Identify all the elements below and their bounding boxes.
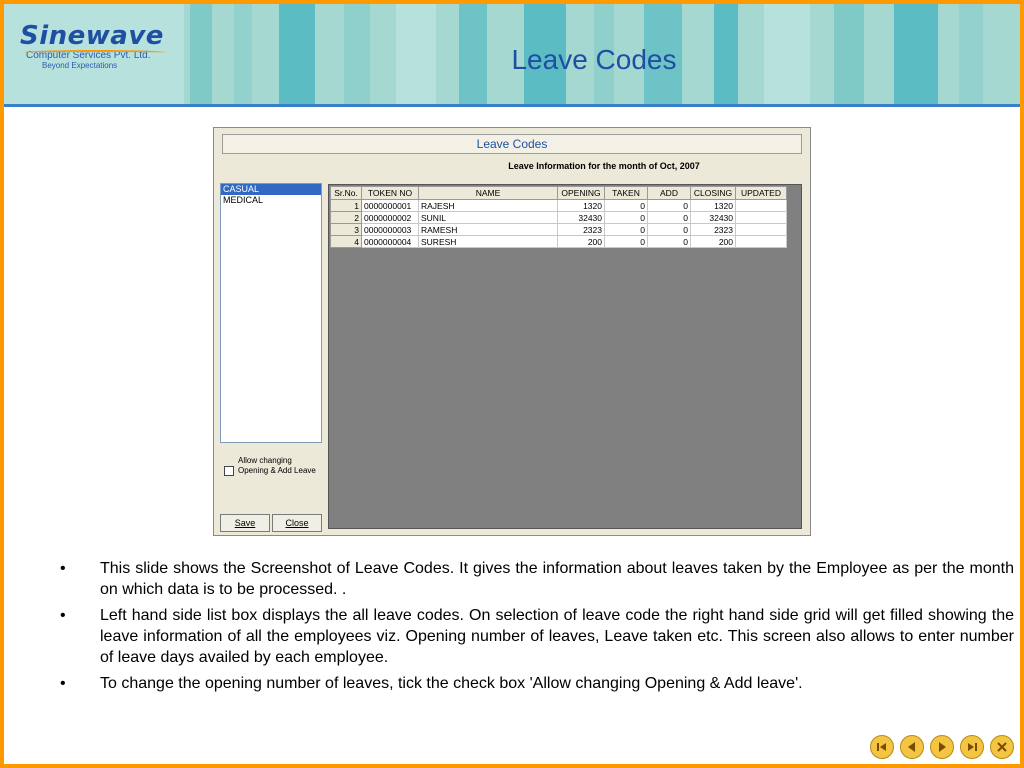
slide-frame-left (0, 0, 4, 768)
cell-add[interactable]: 0 (648, 200, 691, 212)
col-header-opening: OPENING (558, 187, 605, 200)
bullet-item (60, 605, 1014, 668)
slide-frame-right (1020, 0, 1024, 768)
first-slide-icon[interactable] (870, 735, 894, 759)
cell-name[interactable]: SUNIL (419, 212, 558, 224)
cell-opening[interactable]: 2323 (558, 224, 605, 236)
bullet-dot: • (60, 675, 66, 692)
sinewave-logo (20, 22, 170, 82)
cell-closing[interactable]: 32430 (691, 212, 736, 224)
cell-closing[interactable]: 2323 (691, 224, 736, 236)
slide-bullets (60, 558, 1014, 699)
cell-token[interactable]: 0000000004 (362, 236, 419, 248)
cell-token[interactable]: 0000000002 (362, 212, 419, 224)
leave-codes-window (213, 127, 811, 536)
cell-token[interactable]: 0000000003 (362, 224, 419, 236)
allow-changing-label: Allow changing Opening & Add Leave (238, 456, 316, 475)
close-button[interactable]: Close (272, 514, 322, 532)
save-button[interactable]: Save (220, 514, 270, 532)
logo-tagline: Beyond Expectations (42, 61, 118, 70)
cell-add[interactable]: 0 (648, 224, 691, 236)
cell-srno: 4 (331, 236, 362, 248)
leave-code-item-casual[interactable]: CASUAL (221, 184, 321, 195)
grid-header-row (331, 187, 787, 200)
leave-grid[interactable] (328, 184, 802, 529)
slide-frame-bottom (0, 764, 1024, 768)
cell-srno: 2 (331, 212, 362, 224)
cell-opening[interactable]: 32430 (558, 212, 605, 224)
cell-updated[interactable] (736, 224, 787, 236)
table-row[interactable] (331, 212, 787, 224)
cell-updated[interactable] (736, 212, 787, 224)
cell-token[interactable]: 0000000001 (362, 200, 419, 212)
previous-slide-icon[interactable] (900, 735, 924, 759)
col-header-name: NAME (419, 187, 558, 200)
header-divider (4, 104, 1020, 107)
cell-updated[interactable] (736, 236, 787, 248)
col-header-updated: UPDATED (736, 187, 787, 200)
cell-taken[interactable]: 0 (605, 212, 648, 224)
col-header-add: ADD (648, 187, 691, 200)
col-header-taken: TAKEN (605, 187, 648, 200)
bullet-dot: • (60, 560, 66, 577)
bullet-text: To change the opening number of leaves, tick the check box 'Allow changing Opening & Add leave'. (100, 675, 803, 692)
cell-name[interactable]: SURESH (419, 236, 558, 248)
leave-info-label: Leave Information for the month of Oct, 2007 (508, 161, 700, 171)
cell-srno: 1 (331, 200, 362, 212)
bullet-dot: • (60, 607, 66, 624)
cell-name[interactable]: RAJESH (419, 200, 558, 212)
cell-taken[interactable]: 0 (605, 224, 648, 236)
cell-updated[interactable] (736, 200, 787, 212)
bullet-item (60, 673, 1014, 694)
window-title: Leave Codes (222, 134, 802, 154)
col-header-srno: Sr.No. (331, 187, 362, 200)
cell-taken[interactable]: 0 (605, 236, 648, 248)
table-row[interactable] (331, 200, 787, 212)
col-header-token: TOKEN NO (362, 187, 419, 200)
cell-closing[interactable]: 200 (691, 236, 736, 248)
leave-code-list[interactable] (220, 183, 322, 443)
table-row[interactable] (331, 224, 787, 236)
leave-code-item-medical[interactable]: MEDICAL (223, 195, 264, 205)
col-header-closing: CLOSING (691, 187, 736, 200)
cell-srno: 3 (331, 224, 362, 236)
bullet-text: Left hand side list box displays the all leave codes. On selection of leave code the right hand side grid will get filled showing the leave information of all the employees viz. Opening number of leaves, Leave taken etc. This screen also allows to enter number of leave days availed by each employee. (100, 607, 1014, 666)
leave-grid-table (330, 186, 787, 248)
cell-opening[interactable]: 200 (558, 236, 605, 248)
allow-changing-option (222, 454, 322, 494)
cell-name[interactable]: RAMESH (419, 224, 558, 236)
logo-company: Computer Services Pvt. Ltd. (26, 50, 151, 61)
allow-changing-checkbox[interactable] (224, 466, 234, 476)
cell-taken[interactable]: 0 (605, 200, 648, 212)
close-icon[interactable] (990, 735, 1014, 759)
last-slide-icon[interactable] (960, 735, 984, 759)
slide-header (4, 4, 1020, 104)
bullet-item (60, 558, 1014, 600)
next-slide-icon[interactable] (930, 735, 954, 759)
slide-title: Leave Codes (511, 44, 677, 75)
cell-add[interactable]: 0 (648, 212, 691, 224)
cell-closing[interactable]: 1320 (691, 200, 736, 212)
bullet-text: This slide shows the Screenshot of Leave Codes. It gives the information about leaves taken by the Employee as per the month on which data is to be processed. . (100, 560, 1014, 598)
logo-swoosh (24, 50, 166, 55)
cell-opening[interactable]: 1320 (558, 200, 605, 212)
table-row[interactable] (331, 236, 787, 248)
logo-brand: Sinewave (20, 21, 164, 51)
cell-add[interactable]: 0 (648, 236, 691, 248)
